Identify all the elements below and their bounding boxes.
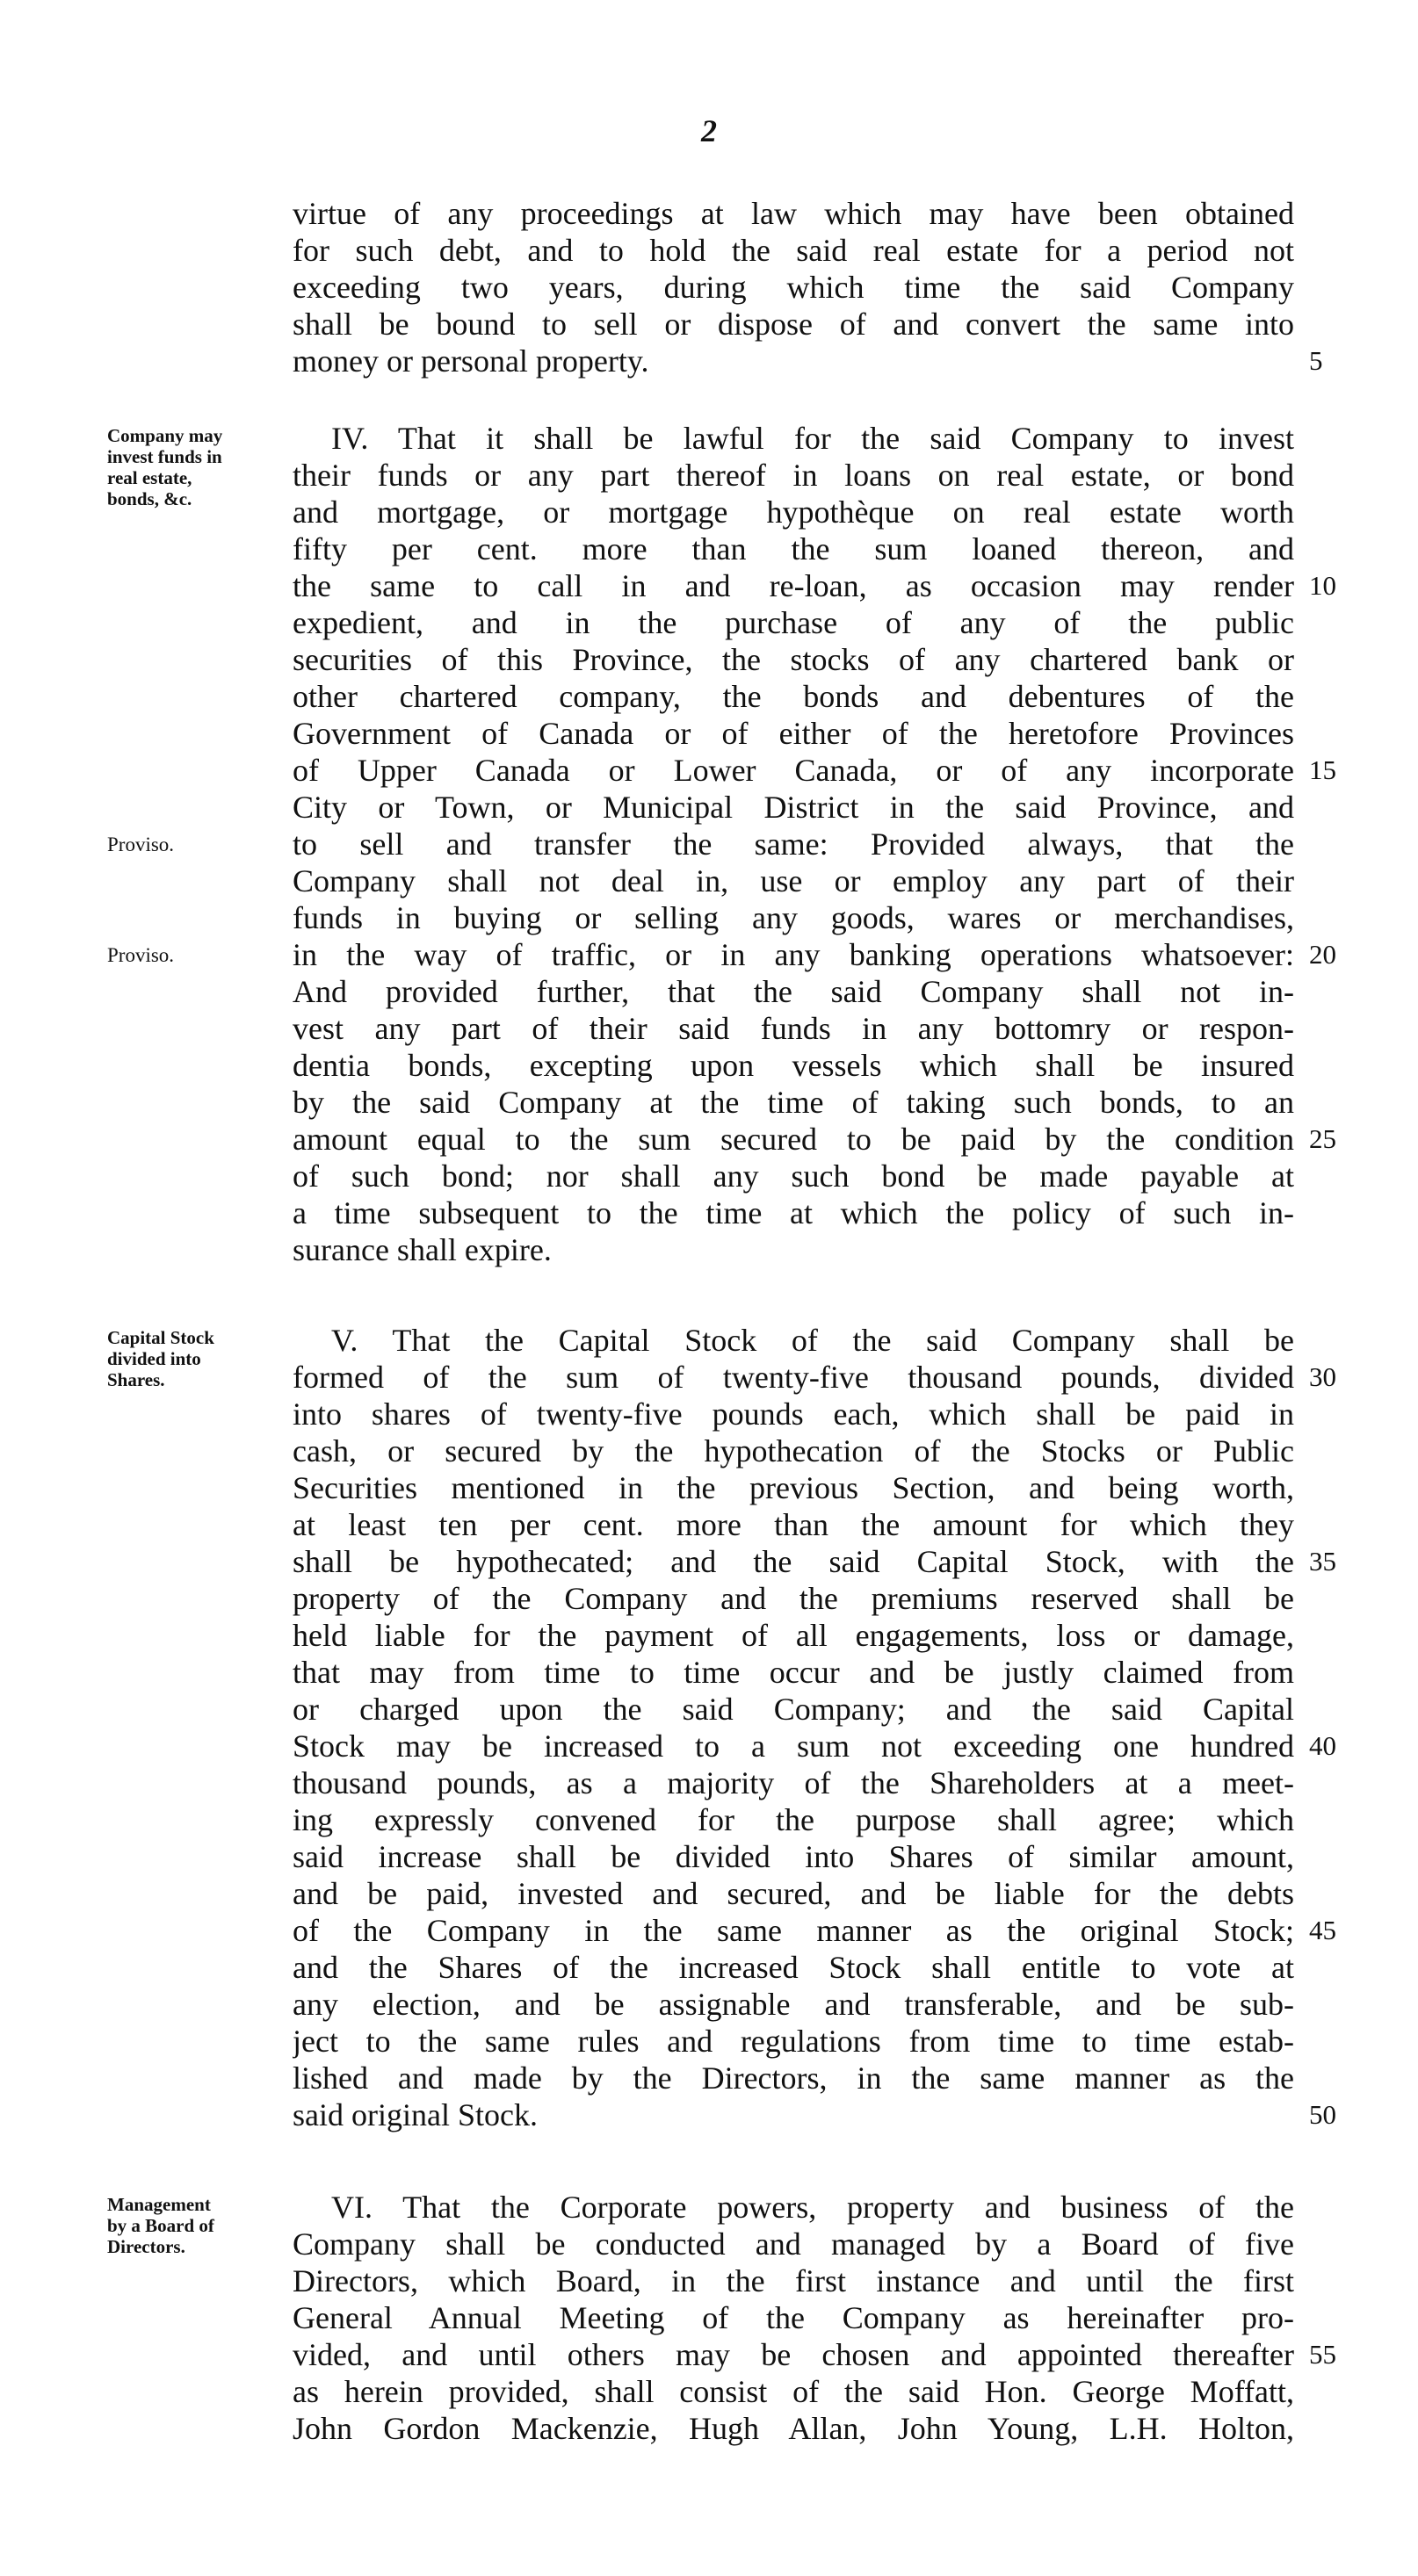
- line-number: 45: [1309, 1915, 1336, 1945]
- text-line: Company shall not deal in, use or employ any part of their: [293, 863, 1294, 898]
- line-number: 40: [1309, 1730, 1336, 1761]
- line-number: 35: [1309, 1546, 1336, 1577]
- text-line: funds in buying or selling any goods, wares or merchandises,: [293, 900, 1294, 935]
- section-body: [293, 1322, 1294, 2133]
- section-body: [293, 2189, 1294, 2447]
- text-line: Directors, which Board, in the first instance and until the first: [293, 2263, 1294, 2298]
- text-line: Stock may be increased to a sum not exceeding one hundred: [293, 1728, 1294, 1764]
- text-line: or charged upon the said Company; and the said Capital: [293, 1692, 1294, 1727]
- line-number: 20: [1309, 939, 1336, 970]
- text-line: fifty per cent. more than the sum loaned thereon, and: [293, 531, 1294, 566]
- text-line: Securities mentioned in the previous Section, and being worth,: [293, 1470, 1294, 1505]
- text-line: City or Town, or Municipal District in the said Province, and: [293, 790, 1294, 825]
- text-line: as herein provided, shall consist of the said Hon. George Moffatt,: [293, 2374, 1294, 2409]
- text-line: amount equal to the sum secured to be paid by the condition: [293, 1122, 1294, 1157]
- text-line: Company shall be conducted and managed by a Board of five: [293, 2226, 1294, 2262]
- text-line: John Gordon Mackenzie, Hugh Allan, John Young, L.H. Holton,: [293, 2411, 1294, 2446]
- text-line: property of the Company and the premiums reserved shall be: [293, 1581, 1294, 1616]
- margin-note: [107, 1327, 287, 1390]
- text-line: in the way of traffic, or in any banking operations whatsoever:: [293, 937, 1294, 972]
- margin-note-line: bonds, &c.: [107, 488, 192, 509]
- text-line: surance shall expire.: [293, 1232, 552, 1267]
- page-number: 2: [701, 113, 717, 148]
- text-line: exceeding two years, during which time the said Company: [293, 270, 1294, 305]
- margin-note-line: real estate,: [107, 467, 192, 488]
- text-line: lished and made by the Directors, in the same manner as the: [293, 2060, 1294, 2096]
- text-line: thousand pounds, as a majority of the Shareholders at a meet-: [293, 1765, 1294, 1800]
- text-line: by the said Company at the time of taking such bonds, to an: [293, 1085, 1294, 1120]
- text-line: ing expressly convened for the purpose shall agree; which: [293, 1802, 1294, 1837]
- text-line: of such bond; nor shall any such bond be made payable at: [293, 1158, 1294, 1194]
- margin-note: [107, 2194, 287, 2257]
- text-line: vest any part of their said funds in any bottomry or respon-: [293, 1011, 1294, 1046]
- text-line: their funds or any part thereof in loans on real estate, or bond: [293, 458, 1294, 493]
- line-number: 5: [1309, 345, 1323, 376]
- text-line: of Upper Canada or Lower Canada, or of any incorporate: [293, 753, 1294, 788]
- text-line: held liable for the payment of all engagements, loss or damage,: [293, 1618, 1294, 1653]
- text-line: Government of Canada or of either of the heretofore Provinces: [293, 716, 1294, 751]
- margin-note: [107, 425, 287, 509]
- margin-note-line: divided into: [107, 1348, 201, 1369]
- text-line: a time subsequent to the time at which the policy of such in-: [293, 1195, 1294, 1230]
- margin-note-line: Directors.: [107, 2236, 185, 2257]
- text-line: shall be bound to sell or dispose of and convert the same into: [293, 307, 1294, 342]
- margin-note-proviso: Proviso.: [107, 944, 175, 966]
- text-line: of the Company in the same manner as the original Stock;: [293, 1913, 1294, 1948]
- line-number: 50: [1309, 2099, 1336, 2130]
- text-line: And provided further, that the said Company shall not in-: [293, 974, 1294, 1009]
- text-line: any election, and be assignable and transferable, and be sub-: [293, 1987, 1294, 2022]
- text-line: cash, or secured by the hypothecation of the Stocks or Public: [293, 1433, 1294, 1468]
- line-number: 15: [1309, 754, 1336, 785]
- text-line: into shares of twenty-five pounds each, which shall be paid in: [293, 1396, 1294, 1432]
- text-line: and mortgage, or mortgage hypothèque on real estate worth: [293, 494, 1294, 530]
- text-line: said increase shall be divided into Shares of similar amount,: [293, 1839, 1294, 1874]
- text-line: IV. That it shall be lawful for the said Company to invest: [331, 421, 1294, 456]
- text-line: and be paid, invested and secured, and be liable for the debts: [293, 1876, 1294, 1911]
- text-line: VI. That the Corporate powers, property and business of the: [331, 2190, 1294, 2225]
- text-line: other chartered company, the bonds and debentures of the: [293, 679, 1294, 714]
- section-body: [293, 420, 1294, 1268]
- margin-note-line: invest funds in: [107, 446, 222, 467]
- text-line: formed of the sum of twenty-five thousand pounds, divided: [293, 1360, 1294, 1395]
- margin-note-line: Capital Stock: [107, 1327, 214, 1348]
- text-line: the same to call in and re-loan, as occasion may render: [293, 568, 1294, 603]
- line-number: 25: [1309, 1123, 1336, 1154]
- text-line: said original Stock.: [293, 2097, 538, 2132]
- text-line: General Annual Meeting of the Company as hereinafter pro-: [293, 2300, 1294, 2335]
- text-line: to sell and transfer the same: Provided always, that the: [293, 826, 1294, 862]
- margin-note-line: Company may: [107, 425, 223, 446]
- text-line: money or personal property.: [293, 343, 649, 379]
- section-body: [293, 195, 1294, 379]
- margin-note-proviso: Proviso.: [107, 833, 175, 855]
- text-line: expedient, and in the purchase of any of the public: [293, 605, 1294, 640]
- text-line: dentia bonds, excepting upon vessels which shall be insured: [293, 1048, 1294, 1083]
- margin-note-line: Shares.: [107, 1369, 165, 1390]
- text-line: for such debt, and to hold the said real estate for a period not: [293, 233, 1294, 268]
- margin-note-line: Management: [107, 2194, 211, 2215]
- line-number: 55: [1309, 2339, 1336, 2370]
- text-line: vided, and until others may be chosen and appointed thereafter: [293, 2337, 1294, 2372]
- text-line: shall be hypothecated; and the said Capital Stock, with the: [293, 1544, 1294, 1579]
- line-number: 30: [1309, 1361, 1336, 1392]
- line-number: 10: [1309, 570, 1336, 601]
- text-line: securities of this Province, the stocks of any chartered bank or: [293, 642, 1294, 677]
- text-line: that may from time to time occur and be justly claimed from: [293, 1655, 1294, 1690]
- text-line: V. That the Capital Stock of the said Company shall be: [331, 1323, 1294, 1358]
- text-line: and the Shares of the increased Stock shall entitle to vote at: [293, 1950, 1294, 1985]
- text-line: ject to the same rules and regulations from time to time estab-: [293, 2024, 1294, 2059]
- text-line: virtue of any proceedings at law which may have been obtained: [293, 196, 1294, 231]
- margin-note-line: by a Board of: [107, 2215, 214, 2236]
- text-line: at least ten per cent. more than the amount for which they: [293, 1507, 1294, 1542]
